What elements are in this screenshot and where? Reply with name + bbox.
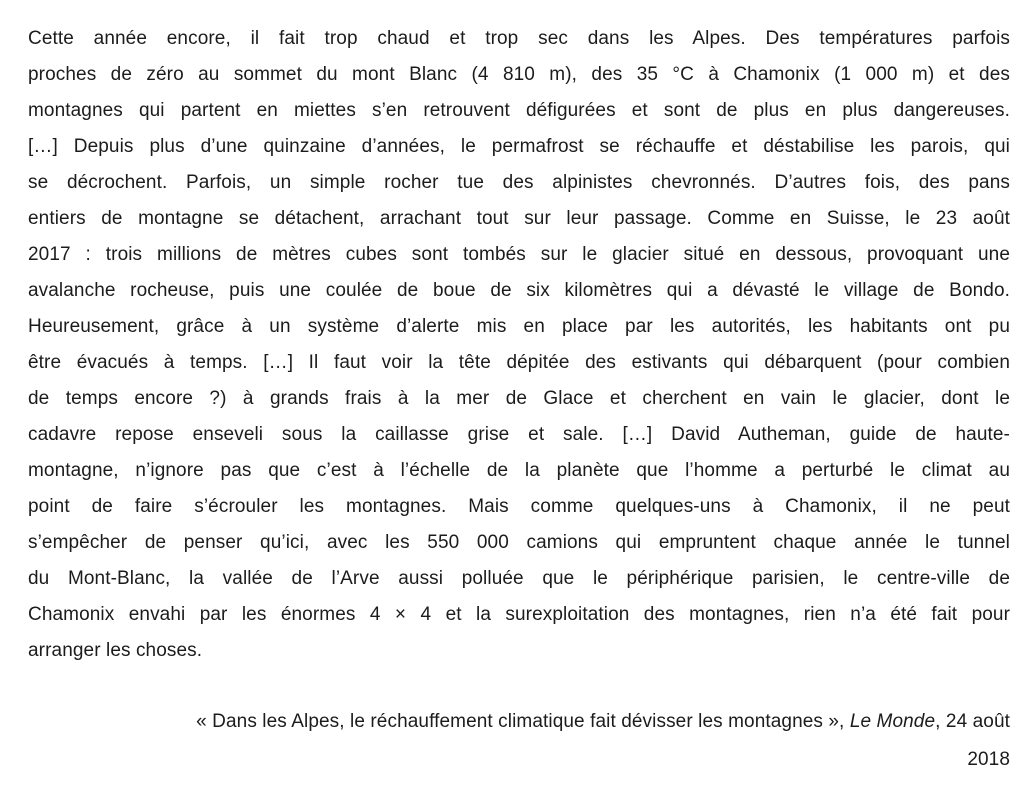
paragraph-line: […] Depuis plus d’une quinzaine d’années, le permafrost se réchauffe et déstabilise les parois, qui: [28, 136, 1010, 157]
paragraph-line: Cette année encore, il fait trop chaud et trop sec dans les Alpes. Des températures parfois: [28, 28, 1010, 49]
paragraph-line: du Mont-Blanc, la vallée de l’Arve aussi polluée que le périphérique parisien, le centre-ville de: [28, 568, 1010, 589]
paragraph-line: entiers de montagne se détachent, arrachant tout sur leur passage. Comme en Suisse, le 23 août: [28, 208, 1010, 229]
paragraph-line: montagne, n’ignore pas que c’est à l’échelle de la planète que l’homme a perturbé le climat au: [28, 460, 1010, 481]
paragraph-line: arranger les choses.: [28, 640, 203, 661]
citation-line-2: 2018: [967, 749, 1010, 770]
paragraph-line: de temps encore ?) à grands frais à la mer de Glace et cherchent en vain le glacier, dont le: [28, 388, 1010, 409]
paragraph-line: se décrochent. Parfois, un simple rocher tue des alpinistes chevronnés. D’autres fois, des pans: [28, 172, 1010, 193]
paragraph-line: cadavre repose enseveli sous la caillasse grise et sale. […] David Autheman, guide de haute-: [28, 424, 1010, 445]
paragraph-line: Heureusement, grâce à un système d’alerte mis en place par les autorités, les habitants ont pu: [28, 316, 1010, 337]
paragraph-line: montagnes qui partent en miettes s’en retrouvent défigurées et sont de plus en plus dangereuses.: [28, 100, 1010, 121]
citation-date: , 24 août: [935, 711, 1010, 732]
citation: [28, 703, 1010, 779]
citation-text: « Dans les Alpes, le réchauffement climatique fait dévisser les montagnes »,: [196, 711, 850, 732]
paragraph-line: point de faire s’écrouler les montagnes. Mais comme quelques-uns à Chamonix, il ne peut: [28, 496, 1010, 517]
paragraph-line: proches de zéro au sommet du mont Blanc (4 810 m), des 35 °C à Chamonix (1 000 m) et des: [28, 64, 1010, 85]
paragraph-line: Chamonix envahi par les énormes 4 × 4 et la surexploitation des montagnes, rien n’a été fait pour: [28, 604, 1010, 625]
paragraph-line: s’empêcher de penser qu’ici, avec les 550 000 camions qui empruntent chaque année le tunnel: [28, 532, 1010, 553]
paragraph-line: avalanche rocheuse, puis une coulée de boue de six kilomètres qui a dévasté le village de Bondo.: [28, 280, 1010, 301]
citation-source: Le Monde: [849, 711, 936, 732]
citation-line-1: [28, 703, 1010, 741]
paragraph-line: être évacués à temps. […] Il faut voir la tête dépitée des estivants qui débarquent (pour combien: [28, 352, 1010, 373]
paragraph-line: 2017 : trois millions de mètres cubes sont tombés sur le glacier situé en dessous, provoquant une: [28, 244, 1010, 265]
article-excerpt: [28, 21, 1010, 669]
